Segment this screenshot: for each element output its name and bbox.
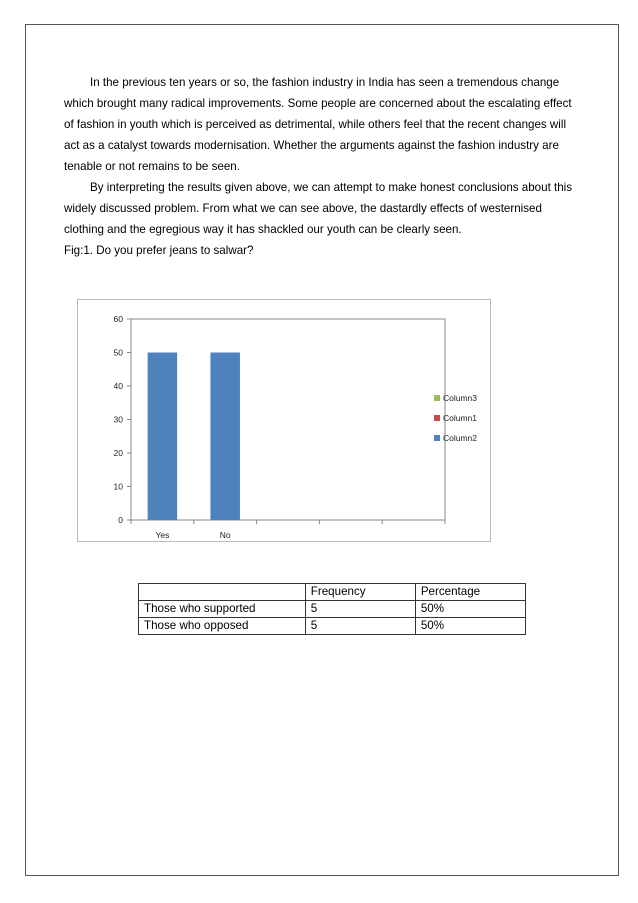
- bar-chart: [77, 299, 491, 542]
- legend-swatch: [434, 395, 440, 401]
- x-tick-label: Yes: [155, 530, 170, 540]
- table-row: [139, 601, 526, 618]
- legend-label: Column1: [443, 413, 478, 423]
- paragraph-1-text: In the previous ten years or so, the fashion industry in India has seen a tremendous change which brought many radical improvements. Some people are concerned about the escalating effect of fashion in youth which is perceived as detrimental, while others feel that the recent changes will act as a catalyst towards modernisation. Whether the arguments against the fashion industry are tenable or not remains to be seen.: [64, 76, 572, 173]
- bar-column2: [210, 353, 240, 521]
- y-tick-label: 30: [113, 414, 123, 425]
- y-tick-label: 40: [113, 381, 123, 391]
- paragraph-2: [64, 177, 574, 240]
- bar-column2: [148, 353, 178, 521]
- figure-caption: Fig:1. Do you prefer jeans to salwar?: [64, 244, 254, 257]
- table-header-cell: Frequency: [305, 584, 415, 601]
- y-tick-label: 50: [113, 347, 123, 358]
- table-cell: 50%: [415, 601, 525, 618]
- legend-label: Column3: [443, 393, 478, 403]
- legend-label: Column2: [443, 433, 478, 443]
- y-tick-label: 60: [113, 314, 123, 324]
- legend-swatch: [434, 435, 440, 441]
- table-cell: 5: [305, 618, 415, 635]
- x-tick-label: No: [219, 530, 231, 540]
- table-header-cell: [139, 584, 306, 601]
- table-header-cell: Percentage: [415, 584, 525, 601]
- table-cell: Those who supported: [139, 601, 306, 618]
- table-cell: 5: [305, 601, 415, 618]
- table-row: [139, 618, 526, 635]
- table-header-row: [139, 584, 526, 601]
- y-tick-label: 0: [118, 515, 123, 525]
- paragraph-2-text: By interpreting the results given above, we can attempt to make honest conclusions about this widely discussed problem. From what we can see above, the dastardly effects of westernised clothing and the egregious way it has shackled our youth can be clearly seen.: [64, 181, 573, 236]
- frequency-table: [138, 583, 526, 635]
- y-tick-label: 10: [113, 481, 123, 492]
- table-cell: Those who opposed: [139, 618, 306, 635]
- chart-svg: [78, 300, 492, 543]
- legend-swatch: [434, 415, 440, 421]
- paragraph-1: [64, 72, 574, 177]
- plot-area: [131, 319, 445, 520]
- y-tick-label: 20: [113, 448, 123, 458]
- table-cell: 50%: [415, 618, 525, 635]
